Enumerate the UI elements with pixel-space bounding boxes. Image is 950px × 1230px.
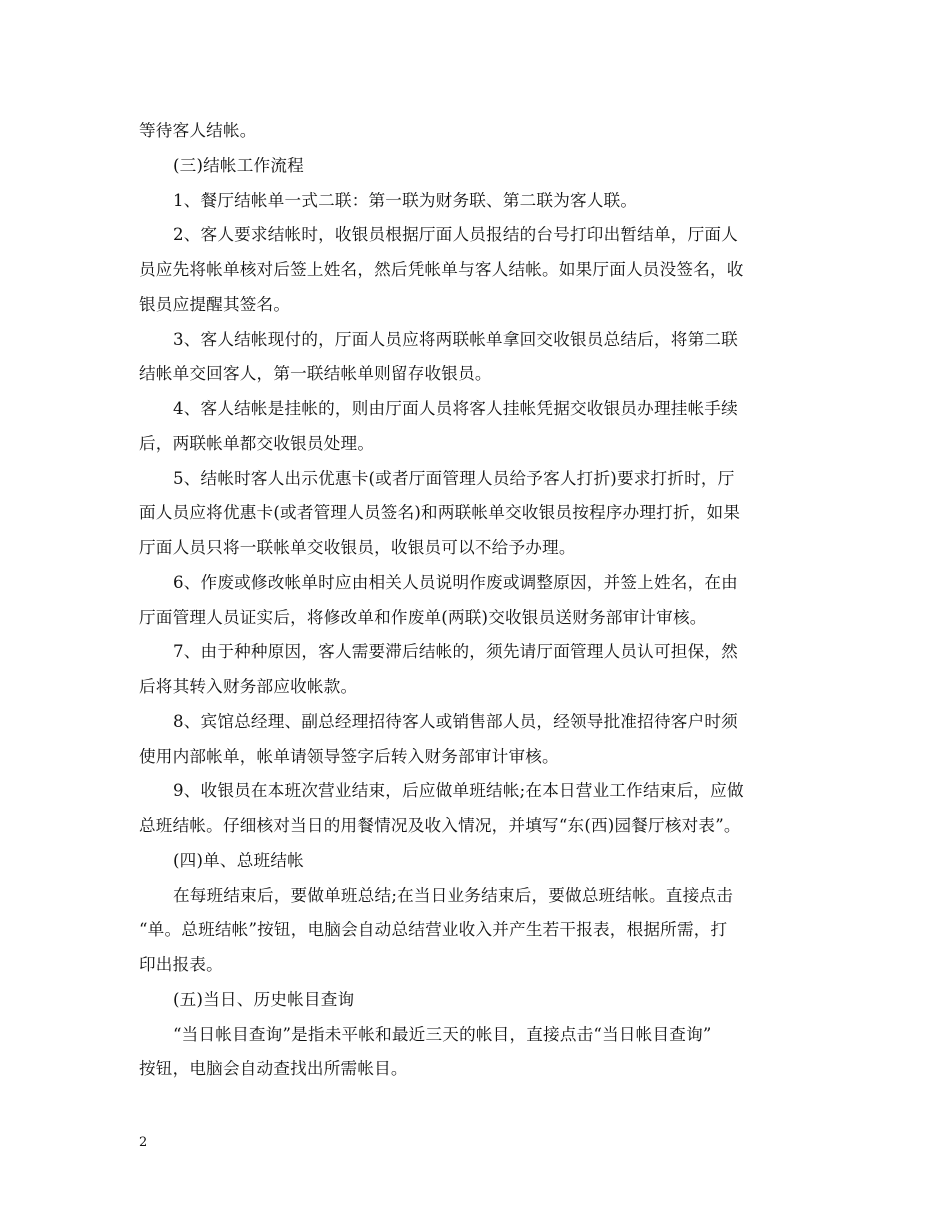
section-heading: (四)单、总班结帐 <box>173 850 304 870</box>
text-line: “当日帐目查询”是指未平帐和最近三天的帐目，直接点击“当日帐目查询” <box>173 1024 712 1044</box>
text-line: “单。总班结帐”按钮，电脑会自动总结营业收入并产生若干报表，根据所需，打 <box>139 920 728 940</box>
text-line: 后，两联帐单都交收银员处理。 <box>139 433 375 453</box>
text-line: 员应先将帐单核对后签上姓名，然后凭帐单与客人结帐。如果厅面人员没签名，收 <box>139 260 744 279</box>
text-line: 3、客人结帐现付的，厅面人员应将两联帐单拿回交收银员总结后，将第二联 <box>173 329 738 349</box>
text-line: 7、由于种种原因，客人需要滞后结帐的，须先请厅面管理人员认可担保，然 <box>173 642 738 662</box>
text-line: 等待客人结帐。 <box>139 121 257 140</box>
page-body <box>139 114 814 1087</box>
text-line: 6、作废或修改帐单时应由相关人员说明作废或调整原因，并签上姓名，在由 <box>173 572 738 592</box>
text-line: 5、结帐时客人出示优惠卡(或者厅面管理人员给予客人打折)要求打折时，厅 <box>173 468 735 488</box>
page-number: 2 <box>139 1135 148 1150</box>
text-line: 印出报表。 <box>139 955 223 974</box>
text-line: 4、客人结帐是挂帐的，则由厅面人员将客人挂帐凭据交收银员办理挂帐手续 <box>173 399 738 418</box>
text-line: 9、收银员在本班次营业结束，后应做单班结帐;在本日营业工作结束后，应做 <box>173 781 744 801</box>
text-line: 厅面管理人员证实后，将修改单和作废单(两联)交收银员送财务部审计审核。 <box>139 607 707 627</box>
text-line: 厅面人员只将一联帐单交收银员，收银员可以不给予办理。 <box>139 538 576 557</box>
text-line: 8、宾馆总经理、副总经理招待客人或销售部人员，经领导批准招待客户时须 <box>173 711 738 731</box>
text-line: 总班结帐。仔细核对当日的用餐情况及收入情况，并填写“东(西)园餐厅核对表”。 <box>139 816 741 835</box>
text-line: 1、餐厅结帐单一式二联：第一联为财务联、第二联为客人联。 <box>173 190 638 210</box>
text-line: 结帐单交回客人，第一联结帐单则留存收银员。 <box>139 364 492 384</box>
section-heading: (五)当日、历史帐目查询 <box>173 989 355 1009</box>
text-line: 2、客人要求结帐时，收银员根据厅面人员报结的台号打印出暂结单，厅面人 <box>173 225 738 245</box>
text-line: 后将其转入财务部应收帐款。 <box>139 677 358 696</box>
text-line: 银员应提醒其签名。 <box>139 294 291 314</box>
text-line: 按钮，电脑会自动查找出所需帐目。 <box>139 1059 408 1079</box>
text-line: 在每班结束后，要做单班总结;在当日业务结束后，要做总班结帐。直接点击 <box>173 885 733 905</box>
text-line: 使用内部帐单，帐单请领导签字后转入财务部审计审核。 <box>139 746 559 766</box>
section-heading: (三)结帐工作流程 <box>173 155 304 175</box>
text-line: 面人员应将优惠卡(或者管理人员签名)和两联帐单交收银员按程序办理打折，如果 <box>139 503 741 523</box>
